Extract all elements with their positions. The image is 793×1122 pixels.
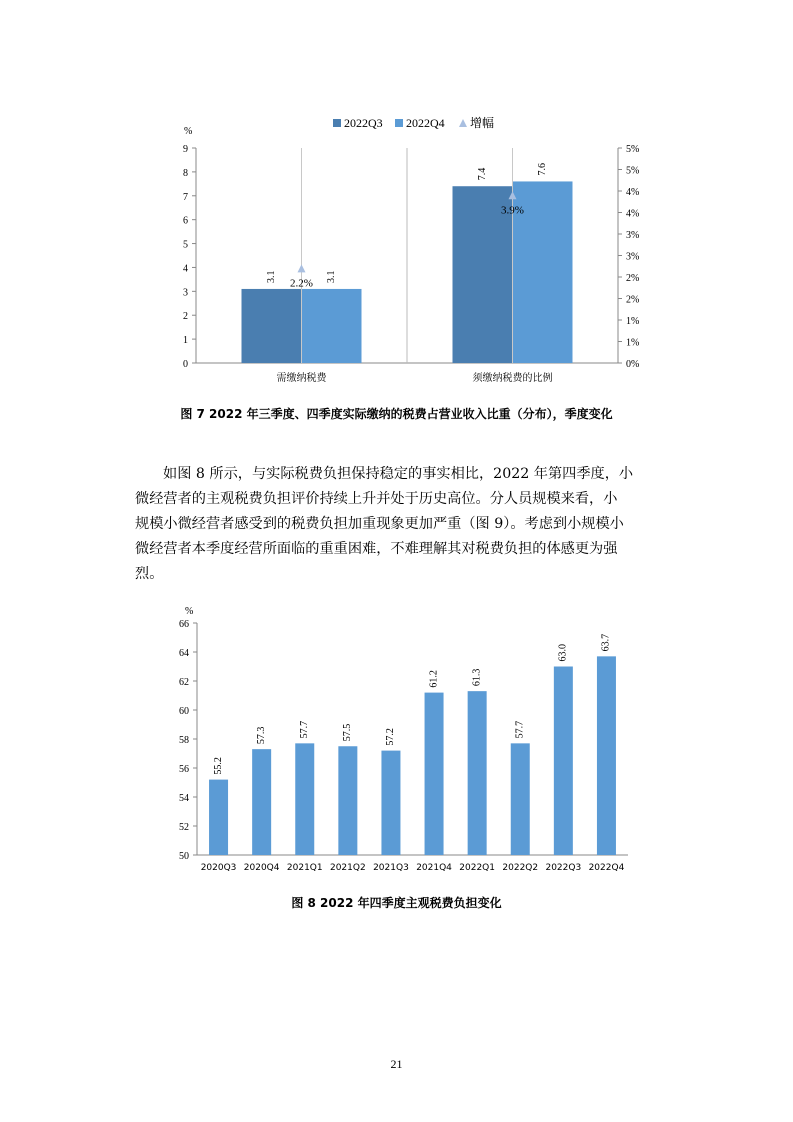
figure-8-caption: 图 8 2022 年四季度主观税费负担变化 bbox=[291, 896, 502, 910]
data-label: 3.1 bbox=[325, 270, 337, 283]
bar-2022Q3 bbox=[242, 289, 302, 363]
y-tick-label: 8 bbox=[183, 167, 188, 179]
y2-tick-label: 3% bbox=[626, 230, 640, 241]
y-tick-label: 3 bbox=[183, 287, 188, 299]
legend-label: 2022Q3 bbox=[344, 116, 383, 130]
legend-label: 2022Q4 bbox=[406, 116, 445, 130]
y-tick-label: 54 bbox=[179, 793, 189, 804]
data-label: 57.7 bbox=[514, 720, 526, 739]
figure-7-caption: 图 7 2022 年三季度、四季度实际缴纳的税费占营业收入比重（分布），季度变化 bbox=[180, 407, 613, 421]
legend-swatch bbox=[395, 119, 403, 127]
y-unit-label: % bbox=[184, 126, 193, 137]
paragraph-line: 规模小微经营者感受到的税费负担加重现象更加严重（图 9）。考虑到小规模小 bbox=[135, 516, 624, 532]
x-tick-label: 2021Q1 bbox=[286, 863, 323, 873]
bar bbox=[252, 749, 271, 855]
paragraph-line: 烈。 bbox=[135, 566, 164, 582]
y-tick-label: 0 bbox=[183, 359, 188, 370]
legend-swatch bbox=[333, 119, 341, 127]
y-tick-label: 58 bbox=[179, 735, 189, 746]
y2-tick-label: 4% bbox=[626, 208, 640, 220]
y2-tick-label: 2% bbox=[626, 294, 640, 306]
y-tick-label: 4 bbox=[183, 263, 188, 275]
x-tick-label: 须缴纳税费的比例 bbox=[472, 373, 553, 384]
data-label: 63.0 bbox=[557, 644, 569, 662]
page-number: 21 bbox=[390, 1057, 403, 1071]
data-label: 57.2 bbox=[385, 728, 397, 746]
data-label: 3.1 bbox=[265, 270, 277, 283]
y2-tick-label: 1% bbox=[626, 316, 640, 327]
data-label: 55.2 bbox=[212, 757, 224, 775]
y-tick-label: 66 bbox=[179, 619, 189, 630]
bar bbox=[511, 743, 530, 855]
y2-tick-label: 0% bbox=[626, 359, 640, 370]
data-label: 7.6 bbox=[536, 162, 548, 176]
legend-label: 增幅 bbox=[470, 116, 495, 130]
y-tick-label: 7 bbox=[183, 191, 188, 203]
y-tick-label: 64 bbox=[179, 648, 189, 659]
legend-swatch bbox=[459, 119, 467, 127]
growth-marker bbox=[298, 264, 306, 272]
y-unit-label: % bbox=[185, 606, 194, 617]
chart-8-subjective-burden bbox=[0, 595, 793, 885]
x-tick-label: 2021Q4 bbox=[416, 863, 452, 873]
data-label: 57.3 bbox=[255, 726, 267, 745]
bar bbox=[295, 743, 314, 855]
data-label: 57.7 bbox=[299, 720, 311, 739]
bar bbox=[468, 691, 487, 855]
x-tick-label: 2021Q3 bbox=[373, 863, 409, 873]
y-tick-label: 2 bbox=[183, 311, 188, 323]
body-paragraph bbox=[135, 462, 665, 587]
x-tick-label: 2022Q4 bbox=[588, 863, 625, 873]
bar bbox=[338, 746, 357, 855]
bar bbox=[425, 693, 444, 855]
data-label: 63.7 bbox=[600, 633, 612, 652]
bar bbox=[381, 751, 400, 855]
y2-tick-label: 2% bbox=[626, 273, 640, 284]
x-tick-label: 2020Q3 bbox=[200, 863, 237, 873]
x-tick-label: 2022Q2 bbox=[502, 863, 539, 873]
bar bbox=[597, 656, 616, 855]
y-tick-label: 60 bbox=[179, 706, 189, 717]
chart-7-tax-ratio bbox=[0, 0, 793, 400]
bar-2022Q4 bbox=[302, 289, 362, 363]
y-tick-label: 52 bbox=[179, 822, 189, 833]
y-tick-label: 50 bbox=[179, 851, 189, 862]
y-tick-label: 9 bbox=[183, 144, 188, 155]
paragraph-line: 微经营者的主观税费负担评价持续上升并处于历史高位。分人员规模来看，小 bbox=[135, 491, 618, 507]
data-label: 7.4 bbox=[476, 167, 488, 181]
y-tick-label: 1 bbox=[183, 335, 188, 347]
growth-label: 2.2% bbox=[290, 277, 313, 290]
paragraph-line: 微经营者本季度经营所面临的重重困难，不难理解其对税费负担的体感更为强 bbox=[135, 541, 618, 557]
y2-tick-label: 5% bbox=[626, 144, 640, 155]
data-label: 61.3 bbox=[471, 668, 483, 687]
paragraph-line: 如图 8 所示，与实际税费负担保持稳定的事实相比，2022 年第四季度，小 bbox=[163, 466, 634, 482]
data-label: 57.5 bbox=[342, 723, 354, 742]
data-label: 61.2 bbox=[428, 670, 440, 688]
y-tick-label: 6 bbox=[183, 215, 188, 227]
y-tick-label: 5 bbox=[183, 239, 188, 251]
bar bbox=[554, 667, 573, 856]
x-tick-label: 2022Q1 bbox=[459, 863, 496, 873]
growth-label: 3.9% bbox=[501, 204, 524, 217]
bar bbox=[209, 780, 228, 855]
y-tick-label: 62 bbox=[179, 677, 189, 688]
x-tick-label: 2022Q3 bbox=[545, 863, 582, 873]
y2-tick-label: 4% bbox=[626, 187, 640, 198]
x-tick-label: 2021Q2 bbox=[329, 863, 366, 873]
x-tick-label: 需缴纳税费 bbox=[276, 373, 327, 384]
y2-tick-label: 3% bbox=[626, 251, 640, 263]
x-tick-label: 2020Q4 bbox=[243, 863, 280, 873]
y-tick-label: 56 bbox=[179, 764, 189, 775]
y2-tick-label: 1% bbox=[626, 337, 640, 349]
y2-tick-label: 5% bbox=[626, 165, 640, 177]
